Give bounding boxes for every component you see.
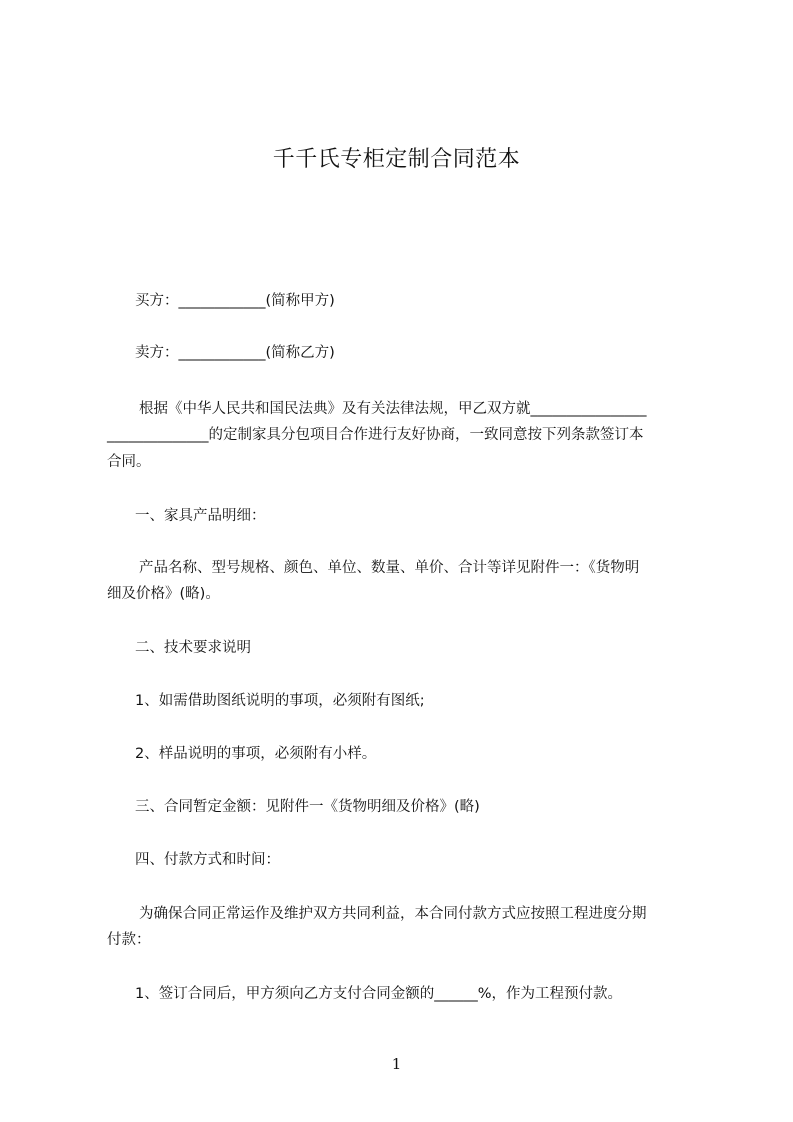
section-4-paragraph-line-2: 付款： bbox=[107, 932, 151, 948]
section-2-heading: 二、技术要求说明 bbox=[135, 640, 251, 656]
section-1-paragraph-line-1: 产品名称、型号规格、颜色、单位、数量、单价、合计等详见附件一：《货物明 bbox=[139, 560, 640, 576]
section-2-item-2: 2、样品说明的事项，必须附有小样。 bbox=[135, 746, 377, 762]
section-4-heading: 四、付款方式和时间： bbox=[135, 852, 280, 868]
intro-paragraph-line-1: 根据《中华人民共和国民法典》及有关法律法规，甲乙双方就________________ bbox=[139, 401, 647, 417]
section-4-paragraph-line-1: 为确保合同正常运作及维护双方共同利益，本合同付款方式应按照工程进度分期 bbox=[139, 906, 647, 922]
section-3-heading: 三、合同暂定金额：见附件一《货物明细及价格》(略) bbox=[135, 799, 480, 815]
section-1-heading: 一、家具产品明细： bbox=[135, 508, 266, 524]
document-title: 千千氏专柜定制合同范本 bbox=[272, 147, 521, 172]
page-number: 1 bbox=[391, 1055, 402, 1073]
section-4-item-1: 1、签订合同后，甲方须向乙方支付合同金额的______%，作为工程预付款。 bbox=[135, 986, 623, 1002]
intro-paragraph-line-3: 合同。 bbox=[107, 454, 151, 470]
section-1-paragraph-line-2: 细及价格》(略)。 bbox=[107, 586, 220, 602]
intro-paragraph-line-2: ______________的定制家具分包项目合作进行友好协商，一致同意按下列条款签订本 bbox=[107, 427, 644, 443]
seller-line: 卖方：____________(简称乙方) bbox=[135, 345, 335, 361]
buyer-line: 买方：____________(简称甲方) bbox=[135, 293, 335, 309]
section-2-item-1: 1、如需借助图纸说明的事项，必须附有图纸; bbox=[135, 693, 425, 709]
